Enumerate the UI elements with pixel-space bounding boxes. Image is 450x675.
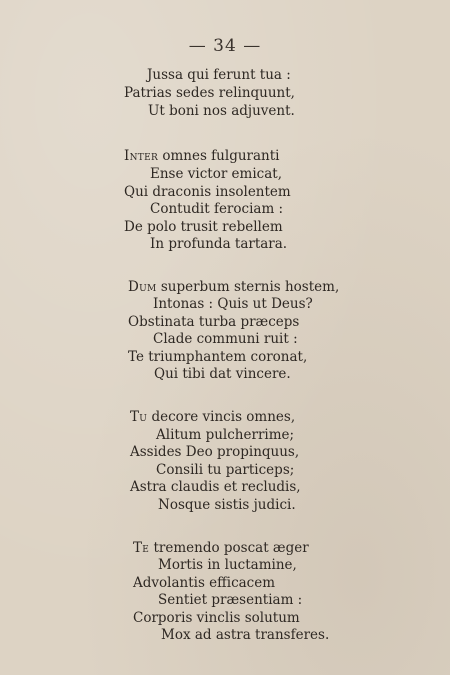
verse-line-first <box>124 147 279 165</box>
verse-line: Jussa qui ferunt tua : <box>147 67 291 83</box>
verse-line: Ut boni nos adjuvent. <box>148 103 295 119</box>
verse-line: Qui draconis insolentem <box>124 184 291 200</box>
verse-line-first <box>128 278 339 296</box>
verse-line: Consili tu particeps; <box>156 462 295 478</box>
verse-line: De polo trusit rebellem <box>124 219 283 235</box>
verse-line: Assides Deo propinquus, <box>130 444 300 460</box>
verse-line: Sentiet præsentiam : <box>158 592 303 608</box>
verse-line: Obstinata turba præceps <box>128 314 300 330</box>
verse-line: Patrias sedes relinquunt, <box>124 85 295 101</box>
page-number: — 34 — <box>188 36 262 56</box>
verse-line-rest: tremendo poscat æger <box>149 540 309 556</box>
verse-line: In profunda tartara. <box>150 236 288 252</box>
verse-line: Mortis in luctamine, <box>158 557 297 573</box>
verse-line-rest: decore vincis omnes, <box>147 409 296 425</box>
verse-line: Nosque sistis judici. <box>158 497 296 513</box>
initial-word: Dum <box>128 279 157 295</box>
verse-line: Corporis vinclis solutum <box>133 610 300 626</box>
verse-line-rest: superbum sternis hostem, <box>156 279 340 295</box>
verse-line: Advolantis efficacem <box>133 575 276 591</box>
verse-line-rest: omnes fulguranti <box>158 148 280 164</box>
verse-line-first <box>133 539 309 557</box>
verse-line: Intonas : Quis ut Deus? <box>153 296 313 312</box>
verse-line: Qui tibi dat vincere. <box>154 366 291 382</box>
verse-line: Clade communi ruit : <box>153 331 298 347</box>
initial-word: Te <box>133 540 150 556</box>
verse-line: Ense victor emicat, <box>150 166 282 182</box>
verse-line-first <box>130 408 295 426</box>
verse-line: Mox ad astra transferes. <box>161 627 330 643</box>
verse-line: Contudit ferociam : <box>150 201 284 217</box>
initial-word: Inter <box>124 148 159 164</box>
verse-line: Alitum pulcherrime; <box>156 427 295 443</box>
initial-word: Tu <box>130 409 148 425</box>
verse-line: Te triumphantem coronat, <box>128 349 308 365</box>
verse-line: Astra claudis et recludis, <box>130 479 301 495</box>
